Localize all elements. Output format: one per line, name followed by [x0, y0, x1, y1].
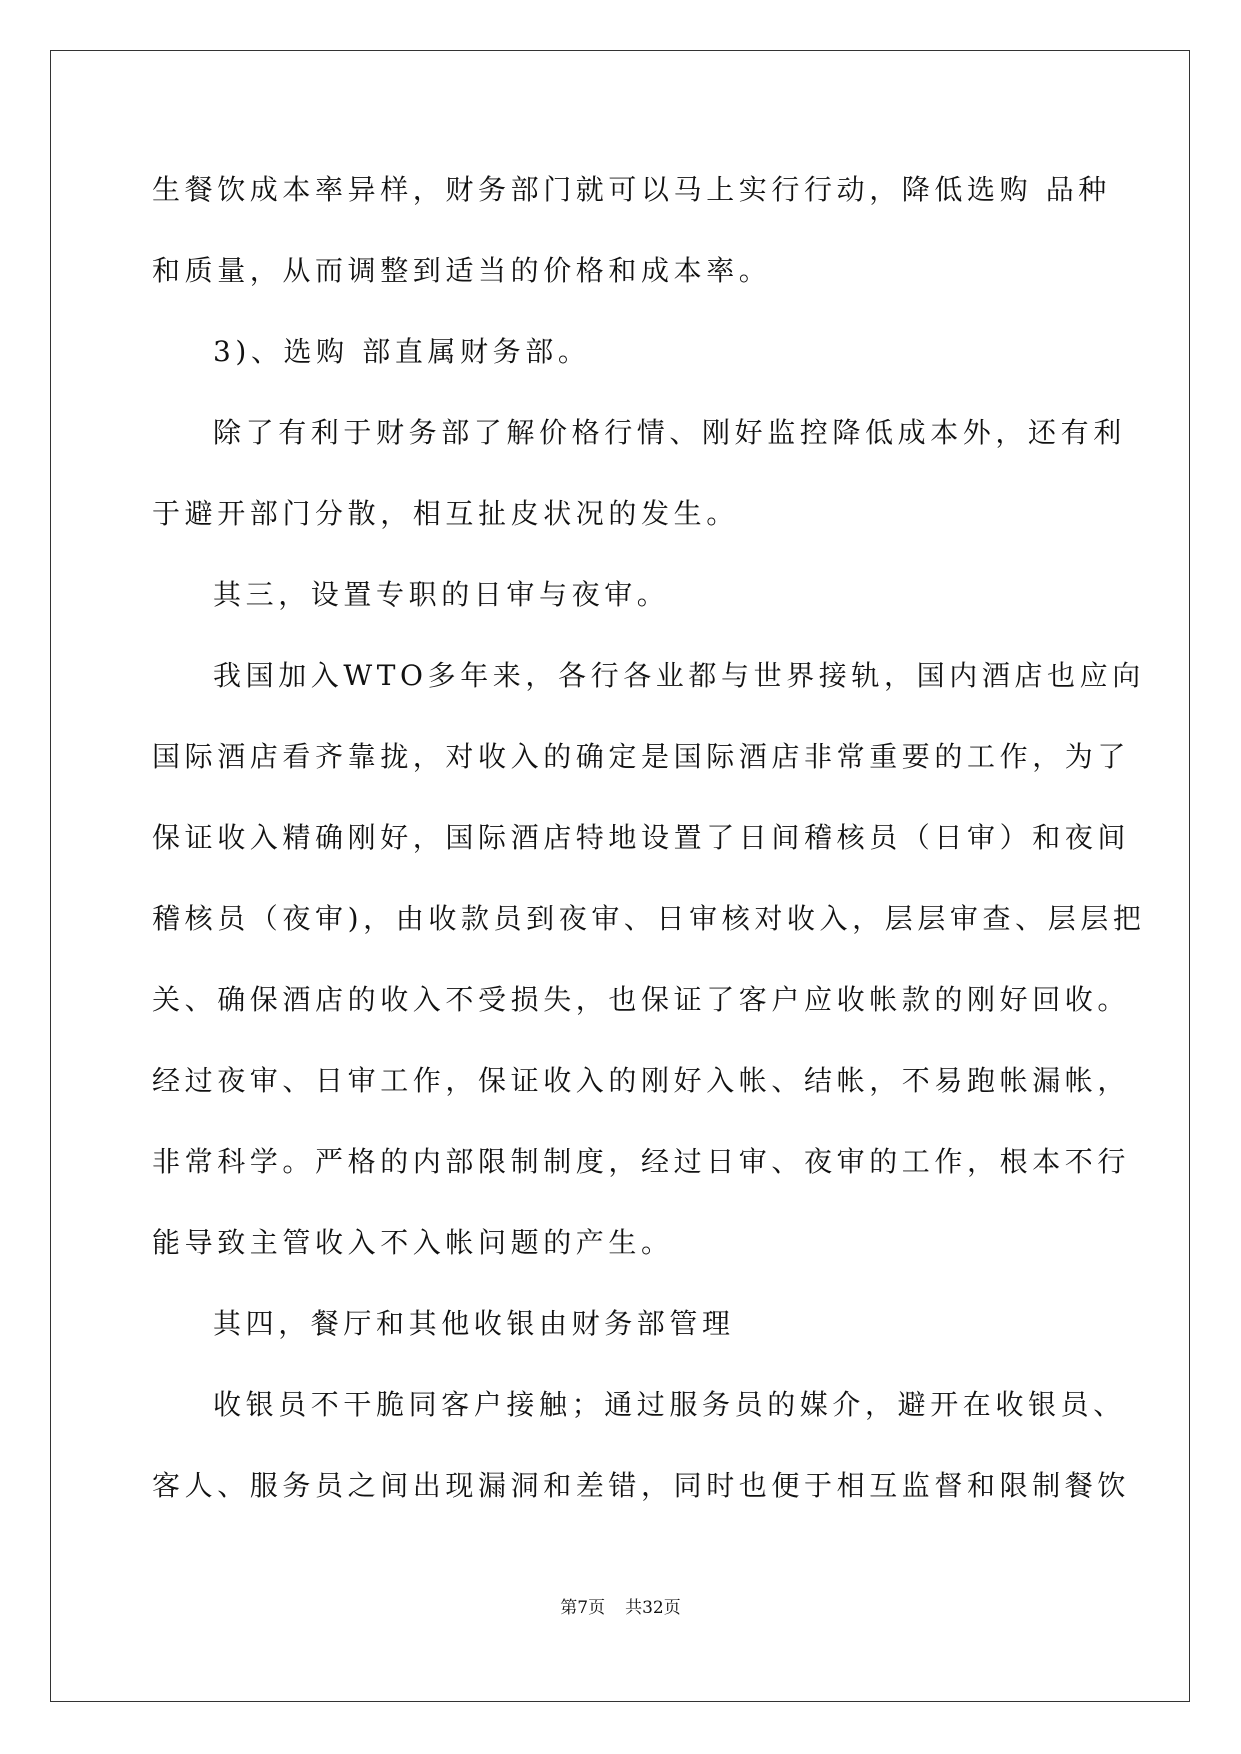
body-line-11: 关、确保酒店的收入不受损失，也保证了客户应收帐款的刚好回收。	[152, 983, 1131, 1016]
body-line-13: 非常科学。严格的内部限制制度，经过日审、夜审的工作，根本不行	[152, 1145, 1131, 1178]
body-line-4: 除了有利于财务部了解价格行情、刚好监控降低成本外，还有利	[213, 416, 1126, 449]
body-line-12: 经过夜审、日审工作，保证收入的刚好入帐、结帐，不易跑帐漏帐，	[152, 1064, 1131, 1097]
body-line-14: 能导致主管收入不入帐问题的产生。	[152, 1226, 674, 1259]
body-line-15: 其四，餐厅和其他收银由财务部管理	[213, 1307, 735, 1340]
body-line-9: 保证收入精确刚好，国际酒店特地设置了日间稽核员（日审）和夜间	[152, 821, 1131, 854]
body-line-7: 我国加入WTO多年来，各行各业都与世界接轨，国内酒店也应向	[213, 659, 1145, 692]
page-total: 共32页	[625, 1598, 681, 1618]
body-line-2: 和质量，从而调整到适当的价格和成本率。	[152, 254, 772, 287]
body-line-8: 国际酒店看齐靠拢，对收入的确定是国际酒店非常重要的工作，为了	[152, 740, 1131, 773]
page-border	[50, 50, 1190, 1702]
page-number: 第7页	[560, 1598, 606, 1618]
page-footer	[0, 1597, 1241, 1619]
body-line-3: 3)、选购 部直属财务部。	[213, 335, 591, 368]
body-line-16: 收银员不干脆同客户接触；通过服务员的媒介，避开在收银员、	[213, 1388, 1126, 1421]
body-line-6: 其三，设置专职的日审与夜审。	[213, 578, 670, 611]
body-line-17: 客人、服务员之间出现漏洞和差错，同时也便于相互监督和限制餐饮	[152, 1469, 1131, 1502]
body-line-5: 于避开部门分散，相互扯皮状况的发生。	[152, 497, 739, 530]
body-line-1: 生餐饮成本率异样，财务部门就可以马上实行行动，降低选购 品种	[152, 173, 1111, 206]
body-line-10: 稽核员（夜审)，由收款员到夜审、日审核对收入，层层审查、层层把	[152, 902, 1146, 935]
